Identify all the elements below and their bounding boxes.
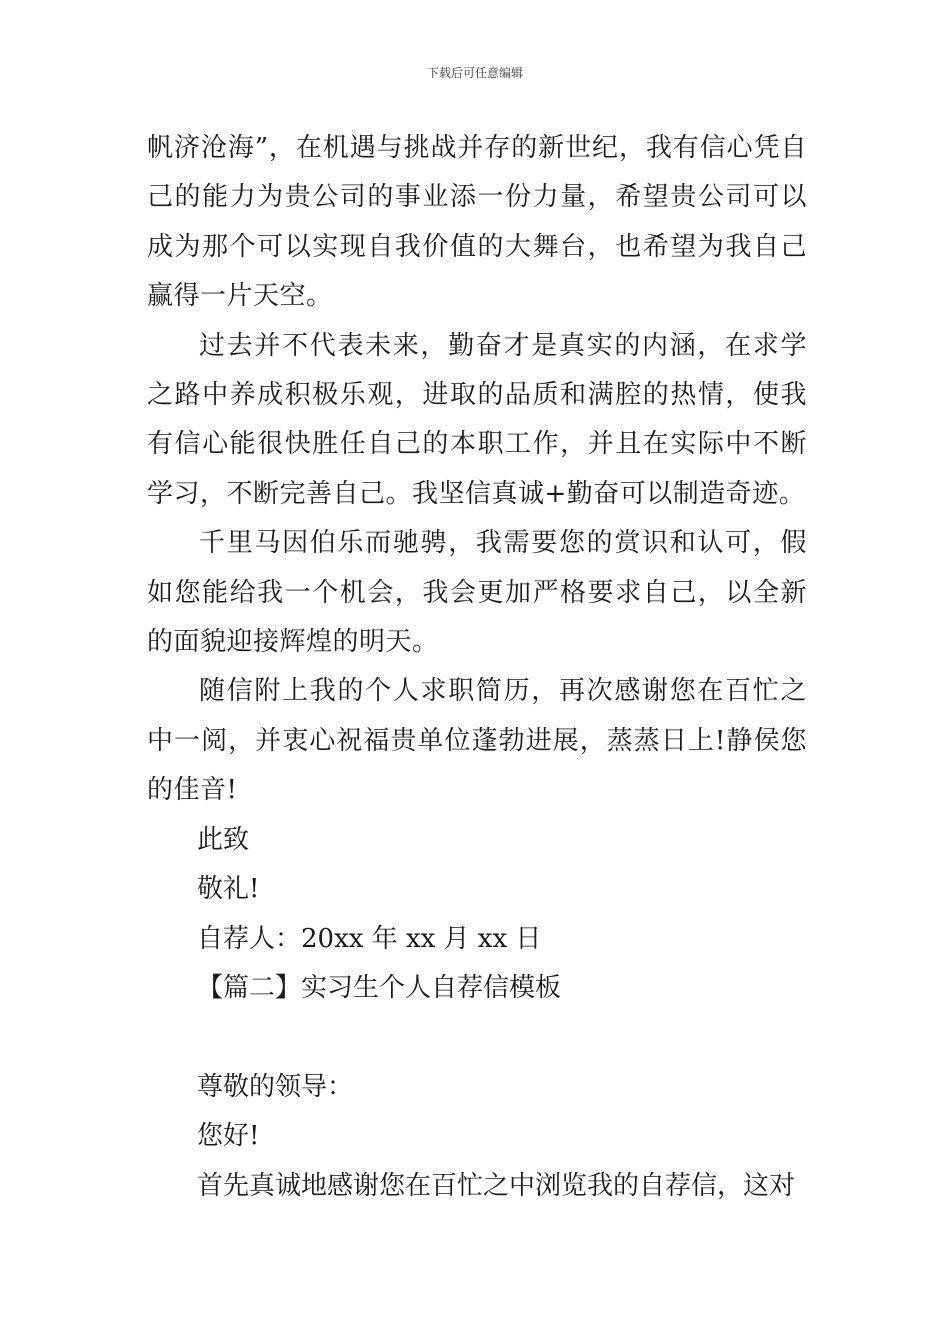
closing-line-1: 此致	[197, 824, 250, 855]
page-header: 下载后可任意编辑	[426, 66, 523, 80]
section-title: 【篇二】实习生个人自荐信模板	[197, 972, 562, 1003]
document-body	[147, 124, 807, 1211]
closing-line-2: 敬礼!	[197, 874, 260, 905]
paragraph-1: 帆济沧海”，在机遇与挑战并存的新世纪，我有信心凭自己的能力为贵公司的事业添一份力量，希望贵公司可以成为那个可以实现自我价值的大舞台，也希望为我自己赢得一片天空。	[147, 133, 807, 312]
paragraph-5: 首先真诚地感谢您在百忙之中浏览我的自荐信，这对	[197, 1170, 796, 1201]
paragraph-4: 随信附上我的个人求职简历，再次感谢您在百忙之中一阅，并衷心祝福贵单位蓬勃进展，蒸蒸日上!静侯您的佳音!	[147, 676, 807, 806]
salutation: 尊敬的领导：	[197, 1071, 354, 1102]
blank-line	[147, 1013, 807, 1062]
paragraph-3: 千里马因伯乐而驰骋，我需要您的赏识和认可，假如您能给我一个机会，我会更加严格要求自己，以全新的面貌迎接辉煌的明天。	[147, 528, 807, 658]
signature-line: 自荐人：20xx 年 xx 月 xx 日	[197, 923, 542, 954]
paragraph-2: 过去并不代表未来，勤奋才是真实的内涵，在求学之路中养成积极乐观，进取的品质和满腔的热情，使我有信心能很快胜任自己的本职工作，并且在实际中不断学习，不断完善自己。我坚信真诚+勤奋可以制造奇迹。	[147, 330, 807, 509]
greeting: 您好!	[197, 1121, 260, 1152]
